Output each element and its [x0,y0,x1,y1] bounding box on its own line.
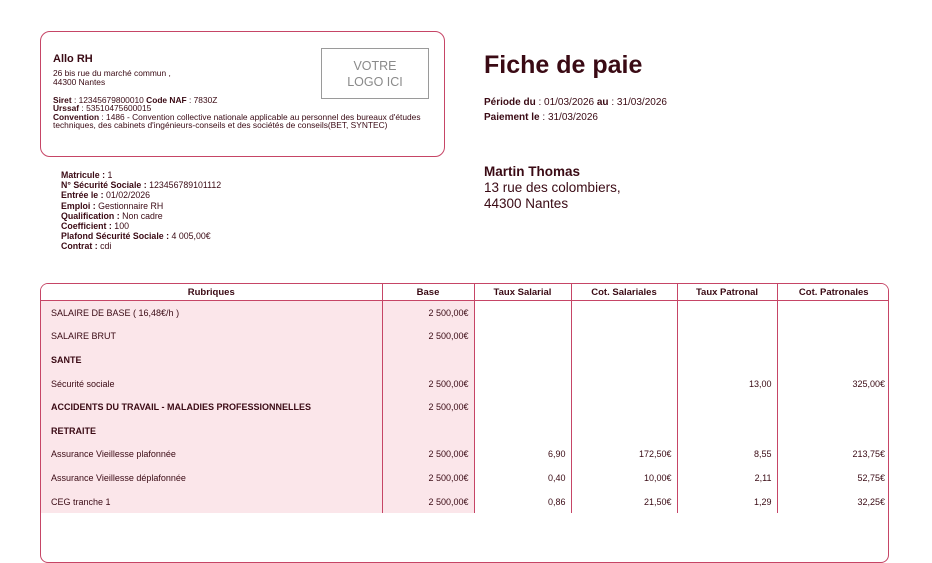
employee-info-label: N° Sécurité Sociale [61,180,142,191]
value-cell: 0,86 [474,490,571,514]
employee-info-label: Coefficient [61,221,107,232]
convention-value: 1486 - Convention collective nationale applicable au personnel des bureaux d'études techniques, des cabinets d'ingénieurs-conseils et des sociétés de conseils(BET, SYNTEC) [53,111,421,130]
employer-address-line2: 44300 Nantes [53,77,106,87]
rubrique-cell: Assurance Vieillesse plafonnée [41,443,382,467]
value-cell [382,348,474,372]
employee-info-label: Qualification [61,210,115,221]
employee-info-value: Non cadre [122,210,163,221]
logo-line1: VOTRE [353,58,397,73]
value-cell [677,419,777,443]
employee-info-label: Matricule [61,170,100,180]
table-row [41,395,889,419]
column-header: Taux Patronal [677,284,777,301]
employee-info-value: 1 [107,170,113,180]
payment-label: Paiement le [484,112,540,123]
table-body [41,301,889,514]
rubrique-cell: SANTE [41,348,382,372]
payslip-table [41,284,889,513]
logo-placeholder [321,48,429,99]
value-cell: 2 500,00€ [382,395,474,419]
rubrique-cell: Sécurité sociale [41,372,382,396]
rubrique-cell: Assurance Vieillesse déplafonnée [41,466,382,490]
naf-label: Code NAF [146,95,187,105]
table-row [41,372,889,396]
employee-info-line: Plafond Sécurité Sociale : 4 005,00€ [61,231,211,242]
value-cell [677,348,777,372]
value-cell [777,395,889,419]
value-cell [571,348,677,372]
value-cell: 172,50€ [571,443,677,467]
period-block [484,95,667,125]
value-cell [677,301,777,325]
value-cell [571,325,677,349]
value-cell [677,395,777,419]
urssaf-line: Urssaf : 53510475600015 [53,103,152,114]
table-row [41,443,889,467]
employee-info-label: Contrat [61,241,93,252]
value-cell [382,419,474,443]
column-header: Cot. Patronales [777,284,889,301]
period-label: Période du [484,97,536,108]
payslip-table-container [40,283,889,563]
value-cell [474,372,571,396]
employer-identifiers [53,96,438,129]
employer-address-line1: 26 bis rue du marché commun , [53,68,171,78]
value-cell: 213,75€ [852,449,885,460]
period-end: 31/03/2026 [616,97,667,108]
employee-info [61,170,221,252]
value-cell [677,325,777,349]
table-row [41,301,889,325]
period-to-label: au [596,97,609,108]
employee-info-line: Coefficient : 100 [61,221,129,232]
value-cell: 21,50€ [571,490,677,514]
column-header: Cot. Salariales [571,284,677,301]
convention-label: Convention [53,111,100,122]
period-line: Période du : 01/03/2026 au : 31/03/2026 [484,97,667,108]
value-cell [571,419,677,443]
employee-info-value: 01/02/2026 [106,190,151,201]
value-cell [474,325,571,349]
employee-info-line: Entrée le : 01/02/2026 [61,190,151,201]
employee-info-line: Qualification : Non cadre [61,210,163,221]
rubrique-cell: SALAIRE DE BASE ( 16,48€/h ) [41,301,382,325]
rubrique-cell: ACCIDENTS DU TRAVAIL - MALADIES PROFESSIONNELLES [41,395,382,419]
value-cell [777,325,889,349]
employee-address-line2: 44300 Nantes [484,196,569,211]
value-cell: 6,90 [474,443,571,467]
table-row [41,419,889,443]
value-cell: 2 500,00€ [382,443,474,467]
employee-info-label: Emploi [61,200,91,211]
column-header: Rubriques [41,284,382,301]
employee-info-label: Plafond Sécurité Sociale [61,231,164,242]
value-cell: 2 500,00€ [382,466,474,490]
payment-date: 31/03/2026 [547,112,598,123]
column-header: Base [382,284,474,301]
employee-info-value: cdi [100,241,112,252]
employer-box [40,31,445,157]
employee-address-line1: 13 rue des colombiers, [484,180,621,195]
employee-info-value: Gestionnaire RH [98,200,164,211]
urssaf-label: Urssaf [53,103,80,114]
table-row [41,348,889,372]
value-cell [777,348,889,372]
value-cell: 10,00€ [571,466,677,490]
value-cell: 1,29 [677,490,777,514]
rubrique-cell: CEG tranche 1 [41,490,382,514]
value-cell [571,301,677,325]
value-cell: 8,55 [677,443,777,467]
employee-address-block [484,164,621,212]
table-row [41,490,889,514]
employer-address [53,69,171,87]
value-cell: 0,40 [474,466,571,490]
table-row [41,466,889,490]
value-cell [474,348,571,372]
value-cell: 52,75€ [857,472,885,483]
convention-line: Convention : 1486 - Convention collective nationale applicable au personnel des bureaux d'études techniques, des cabinets d'ingénieurs-conseils et des sociétés de conseils(BET, SYNTEC) [53,111,421,130]
value-cell: 32,25€ [857,496,885,507]
value-cell [474,419,571,443]
naf-value: 7830Z [193,95,218,105]
value-cell: 13,00 [677,372,777,396]
value-cell: 325,00€ [852,378,885,389]
employee-info-value: 4 005,00€ [171,231,211,242]
value-cell: 2 500,00€ [382,490,474,514]
employee-info-line: Emploi : Gestionnaire RH [61,200,164,211]
siret-label: Siret [53,95,72,105]
logo-line2: LOGO ICI [347,74,403,89]
document-title: Fiche de paie [484,51,643,79]
payment-line: Paiement le : 31/03/2026 [484,112,598,123]
rubrique-cell: SALAIRE BRUT [41,325,382,349]
employee-info-label: Entrée le [61,190,99,201]
value-cell [777,301,889,325]
siret-line: Siret : 12345679800010 Code NAF : 7830Z [53,95,218,105]
table-row [41,325,889,349]
employee-name: Martin Thomas [484,164,581,179]
employee-info-line: Contrat : cdi [61,241,112,252]
value-cell: 2 500,00€ [382,372,474,396]
value-cell [474,395,571,419]
column-header: Taux Salarial [474,284,571,301]
period-start: 01/03/2026 [544,97,595,108]
employee-info-line: Matricule : 1 [61,170,113,180]
employee-info-value: 123456789101112 [149,180,222,191]
employee-info-line: N° Sécurité Sociale : 123456789101112 [61,180,222,191]
value-cell: 2,11 [677,466,777,490]
value-cell [571,372,677,396]
value-cell [777,419,889,443]
table-header-row [41,284,889,301]
value-cell [474,301,571,325]
employee-info-value: 100 [114,221,129,232]
urssaf-value: 53510475600015 [86,103,152,114]
value-cell: 2 500,00€ [382,301,474,325]
siret-value: 12345679800010 [78,95,144,105]
value-cell [571,395,677,419]
employer-name: Allo RH [53,53,93,65]
rubrique-cell: RETRAITE [41,419,382,443]
value-cell: 2 500,00€ [382,325,474,349]
